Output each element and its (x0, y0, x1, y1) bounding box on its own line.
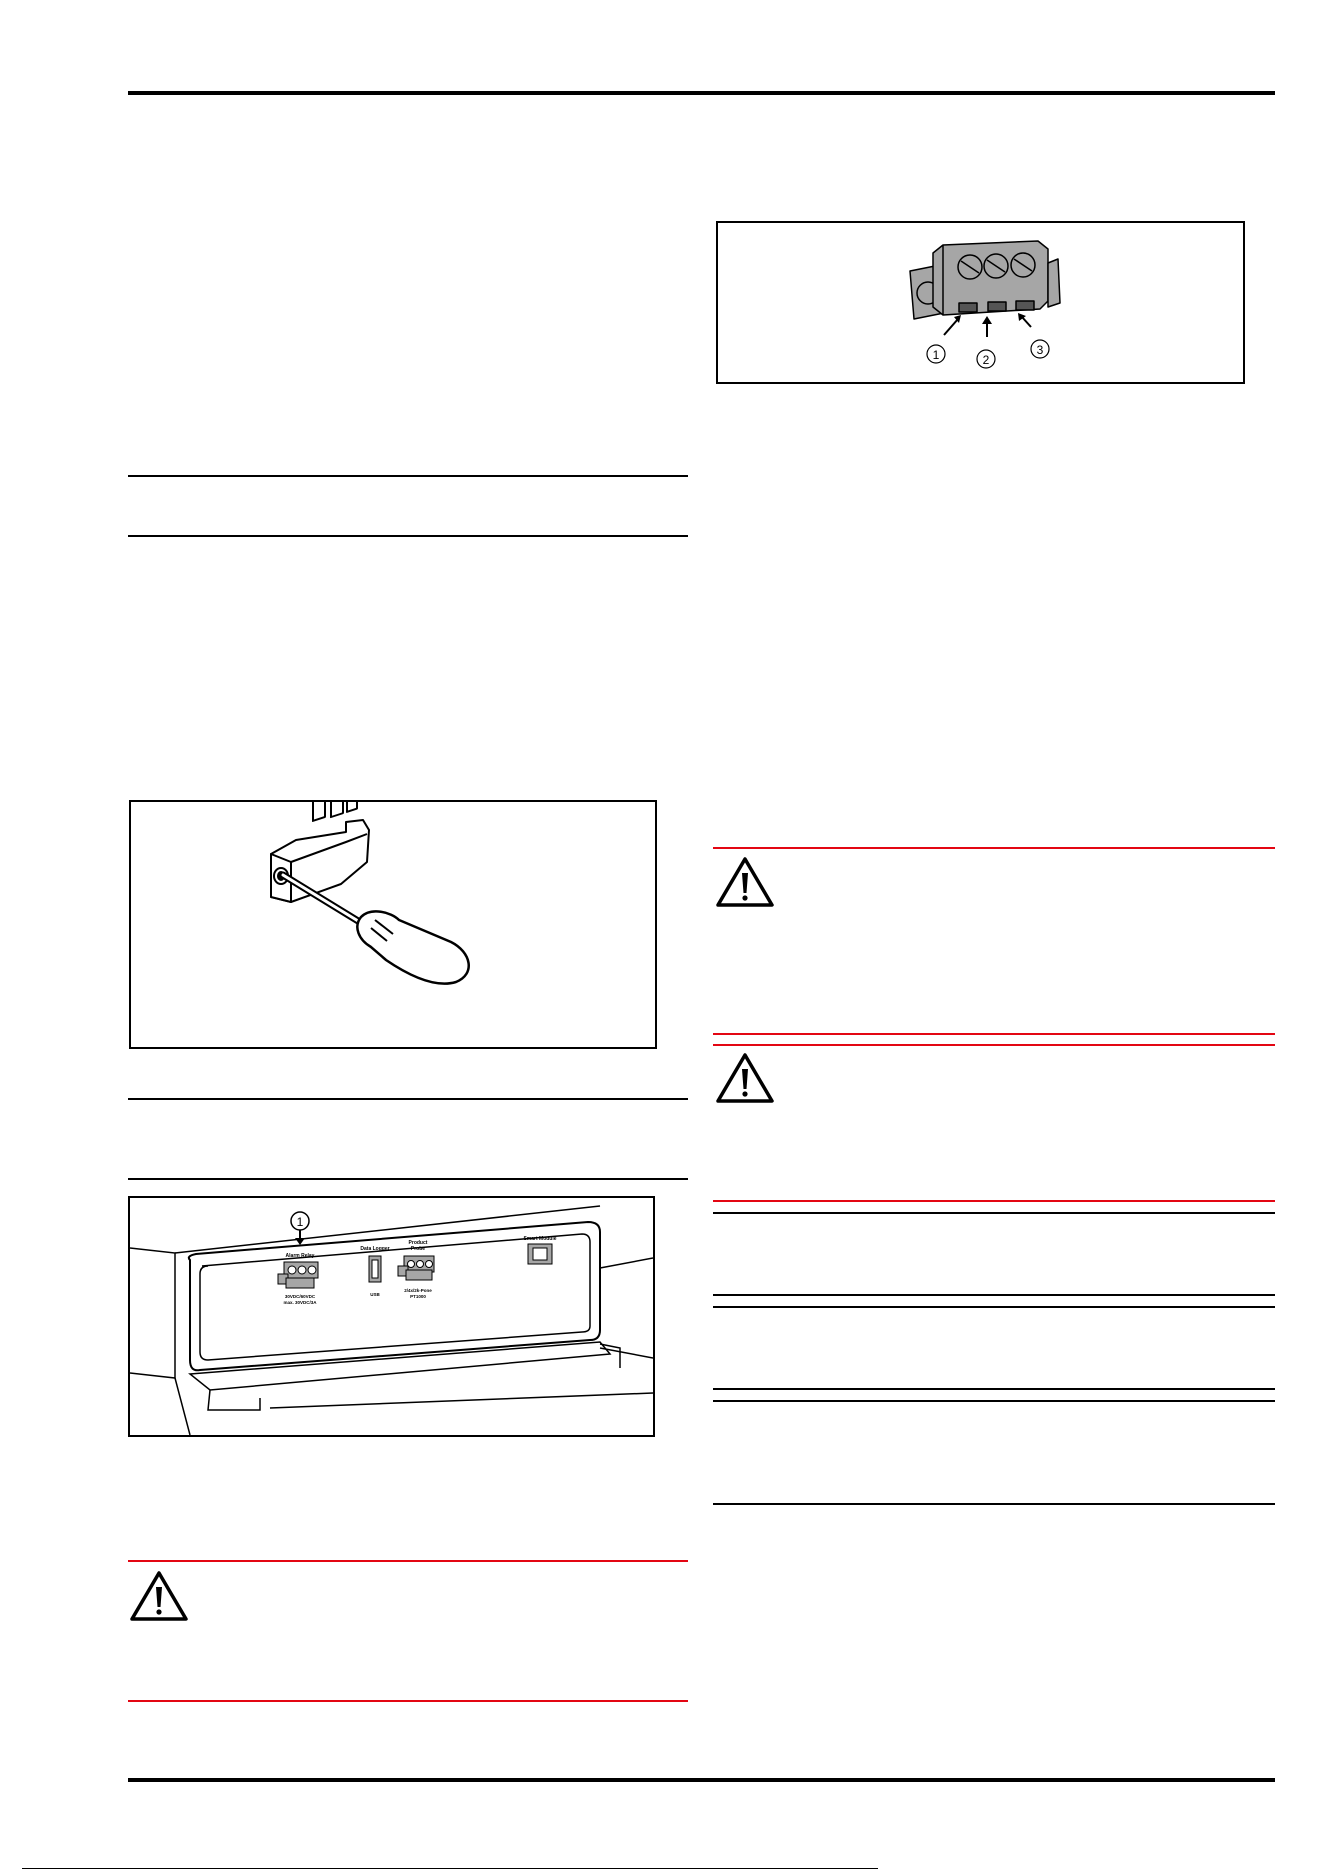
warning-rule-bottom-2 (713, 1033, 1275, 1035)
table-rule-2 (713, 1294, 1275, 1296)
warning-rule-bottom (128, 1700, 688, 1702)
usb-port (369, 1256, 381, 1282)
screwdriver-figure (129, 800, 657, 1049)
warning-triangle-icon (715, 856, 775, 908)
warning-rule-bottom-3 (713, 1200, 1275, 1202)
svg-text:PT1000: PT1000 (410, 1294, 426, 1299)
section-rule-top-2 (128, 1098, 688, 1100)
table-rule-3 (713, 1306, 1275, 1308)
footer-rule (128, 1778, 1275, 1782)
product-probe-connector (398, 1256, 434, 1280)
table-rule-5 (713, 1400, 1275, 1402)
bottom-edge-line (22, 1868, 878, 1869)
warning-triangle-icon (129, 1570, 189, 1622)
svg-text:30VDC/60VDC: 30VDC/60VDC (284, 1294, 316, 1299)
section-rule-top (128, 475, 688, 477)
svg-text:2/4x/2k-Pone: 2/4x/2k-Pone (404, 1288, 432, 1293)
svg-text:max. 30VDC/3A: max. 30VDC/3A (283, 1300, 317, 1305)
smart-module-label: Smart Module (523, 1236, 557, 1242)
warning-rule-top (128, 1560, 688, 1562)
warning-triangle-icon (715, 1052, 775, 1104)
terminal-callout-1: 1 (932, 348, 940, 362)
table-rule-1 (713, 1212, 1275, 1214)
header-rule (128, 91, 1275, 95)
terminal-callout-2: 2 (982, 353, 990, 367)
electronics-panel-illustration (130, 1198, 653, 1435)
table-rule-4 (713, 1388, 1275, 1390)
table-rule-6 (713, 1503, 1275, 1505)
alarm-relay-label: Alarm Relay (285, 1253, 315, 1259)
terminal-callout-3: 3 (1036, 343, 1044, 357)
terminal-block-illustration (718, 223, 1243, 382)
svg-text:Probe: Probe (410, 1246, 426, 1252)
product-probe-label: Product (408, 1240, 428, 1246)
screwdriver-connector-illustration (131, 802, 655, 1047)
warning-rule-top-2 (713, 847, 1275, 849)
data-logger-label: Data Logger (360, 1246, 390, 1252)
smart-module-port (528, 1244, 552, 1264)
connector-terminals-figure (716, 221, 1245, 384)
section-rule-bottom (128, 535, 688, 537)
panel-callout-1: 1 (296, 1215, 304, 1229)
warning-rule-top-3 (713, 1044, 1275, 1046)
alarm-relay-connector (278, 1262, 318, 1288)
electronics-panel-figure (128, 1196, 655, 1437)
svg-text:USB: USB (370, 1292, 380, 1297)
section-rule-bottom-2 (128, 1178, 688, 1180)
